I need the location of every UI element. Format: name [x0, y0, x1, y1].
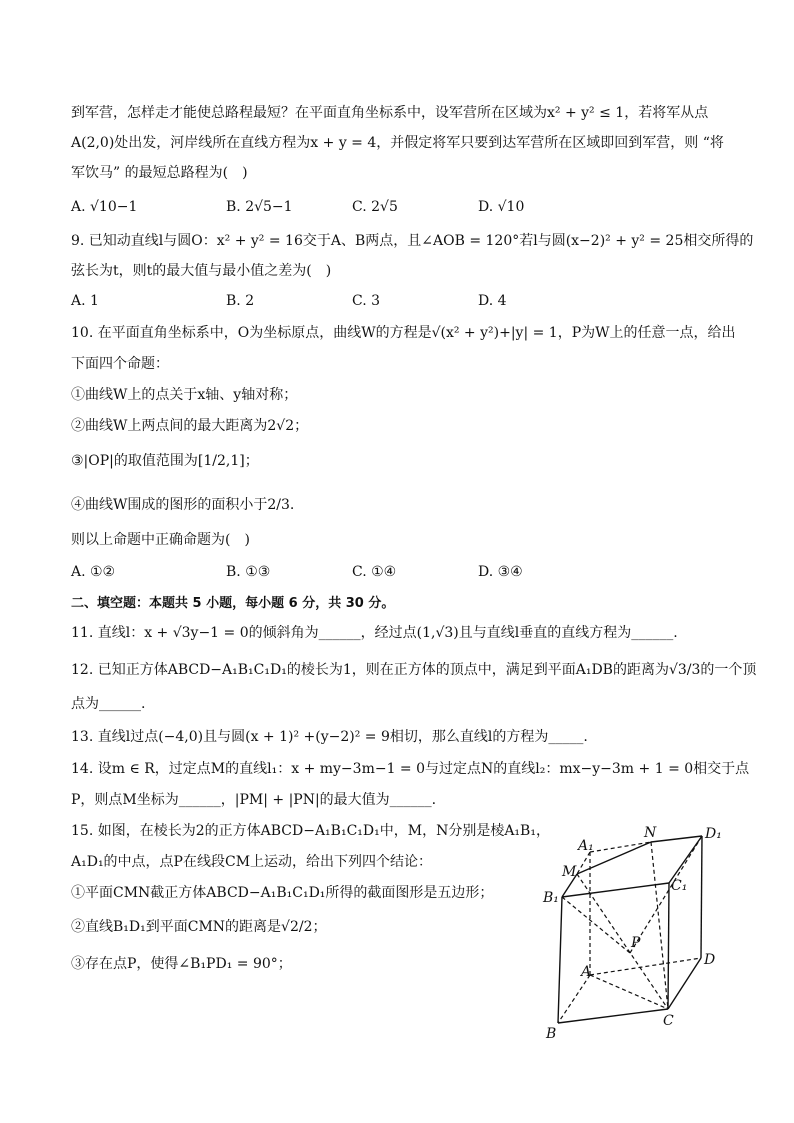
q9-text-line2: 弦长为t，则t的最大值与最小值之差为( ) [71, 263, 332, 279]
q10-option-a: A. ①② [71, 564, 116, 580]
q9-text-line1: 9. 已知动直线l与圆O：x² + y² = 16交于A、B两点，且∠AOB = 120°若l与圆(x−2)² + y² = 25相交所得的 [71, 233, 754, 249]
q10-option-c: C. ①④ [352, 564, 397, 580]
edge-C-D [668, 958, 701, 1009]
q14-text-line2: P，则点M坐标为______，|PM| + |PN|的最大值为______. [71, 792, 437, 808]
q10-statement-1: ①曲线W上的点关于x轴、y轴对称； [71, 387, 298, 403]
segment-B1-P [562, 897, 630, 953]
q10-statement-4: ④曲线W围成的图形的面积小于2/3. [71, 497, 295, 513]
q10-statement-3: ③|OP|的取值范围为[1/2,1]； [71, 453, 259, 469]
q15-statement-3: ③存在点P，使得∠B₁PD₁ = 90°； [71, 956, 292, 972]
edge-B1-B [558, 897, 562, 1023]
q8-text-line3: 军饮马” 的最短总路程为( ) [71, 165, 248, 181]
q9-option-c: C. 3 [352, 293, 381, 309]
label-D1: D₁ [705, 826, 722, 842]
q10-text-line2: 下面四个命题： [71, 356, 169, 372]
cube-figure [530, 818, 750, 1043]
q15-statement-1: ①平面CMN截正方体ABCD−A₁B₁C₁D₁所得的截面图形是五边形； [71, 885, 494, 901]
label-B1: B₁ [543, 890, 559, 906]
q8-text-line2: A(2,0)处出发，河岸线所在直线方程为x + y = 4，并假定将军只要到达军营所在区域即回到军营，则 “将 [71, 135, 724, 151]
q9-option-a: A. 1 [71, 293, 99, 309]
q15-text-line2: A₁D₁的中点，点P在线段CM上运动，给出下列四个结论： [71, 854, 433, 870]
edge-A1-N [590, 842, 651, 852]
q10-question: 则以上命题中正确命题为( ) [71, 532, 250, 548]
label-D: D [704, 952, 716, 968]
q10-option-b: B. ①③ [226, 564, 271, 580]
q8-option-a: A. √10−1 [71, 199, 138, 215]
q8-option-b: B. 2√5−1 [226, 199, 293, 215]
q10-text-line1: 10. 在平面直角坐标系中，O为坐标原点，曲线W的方程是√(x² + y²)+|y| = 1，P为W上的任意一点，给出 [71, 325, 736, 341]
q9-option-d: D. 4 [478, 293, 507, 309]
label-P: P [631, 935, 641, 951]
label-A1: A₁ [578, 838, 594, 854]
section-fill-in-title: 二、填空题：本题共 5 小题，每小题 6 分，共 30 分。 [71, 596, 395, 611]
q15-text-line1: 15. 如图，在棱长为2的正方体ABCD−A₁B₁C₁D₁中，M，N分别是棱A₁B₁， [71, 823, 550, 839]
label-C1: C₁ [671, 878, 688, 894]
q8-option-d: D. √10 [478, 199, 525, 215]
segment-N-C [651, 842, 668, 1009]
q12-text-line2: 点为______. [71, 696, 146, 712]
edge-N-D1 [651, 836, 702, 842]
q10-option-d: D. ③④ [478, 564, 523, 580]
edge-A-B [558, 975, 590, 1023]
q11-text: 11. 直线l：x + √3y−1 = 0的倾斜角为______，经过点(1,√3)且与直线l垂直的直线方程为______. [71, 625, 678, 641]
q8-text-line1: 到军营，怎样走才能使总路程最短？在平面直角坐标系中，设军营所在区域为x² + y² ≤ 1，若将军从点 [71, 105, 709, 121]
label-N: N [644, 825, 657, 841]
q15-statement-2: ②直线B₁D₁到平面CMN的距离是√2/2； [71, 919, 327, 935]
label-B: B [546, 1026, 557, 1042]
edge-C1-C [668, 883, 669, 1009]
edge-D1-D [701, 836, 702, 958]
q10-statement-2: ②曲线W上两点间的最大距离为2√2； [71, 418, 309, 434]
q13-text: 13. 直线l过点(−4,0)且与圆(x + 1)² +(y−2)² = 9相切，那么直线l的方程为_____. [71, 729, 588, 745]
edge-B-C [558, 1009, 668, 1023]
label-C: C [663, 1013, 674, 1029]
edge-A-D [590, 958, 701, 975]
segment-P-D1 [630, 836, 702, 953]
edge-B1-C1 [562, 883, 669, 897]
q14-text-line1: 14. 设m ∈ R，过定点M的直线l₁：x + my−3m−1 = 0与过定点N的直线l₂：mx−y−3m + 1 = 0相交于点 [71, 761, 750, 777]
q9-option-b: B. 2 [226, 293, 255, 309]
label-A: A [581, 964, 592, 980]
q12-text-line1: 12. 已知正方体ABCD−A₁B₁C₁D₁的棱长为1，则在正方体的顶点中，满足到平面A₁DB的距离为√3/3的一个顶 [71, 662, 757, 678]
q8-option-c: C. 2√5 [352, 199, 398, 215]
label-M: M [562, 864, 577, 880]
